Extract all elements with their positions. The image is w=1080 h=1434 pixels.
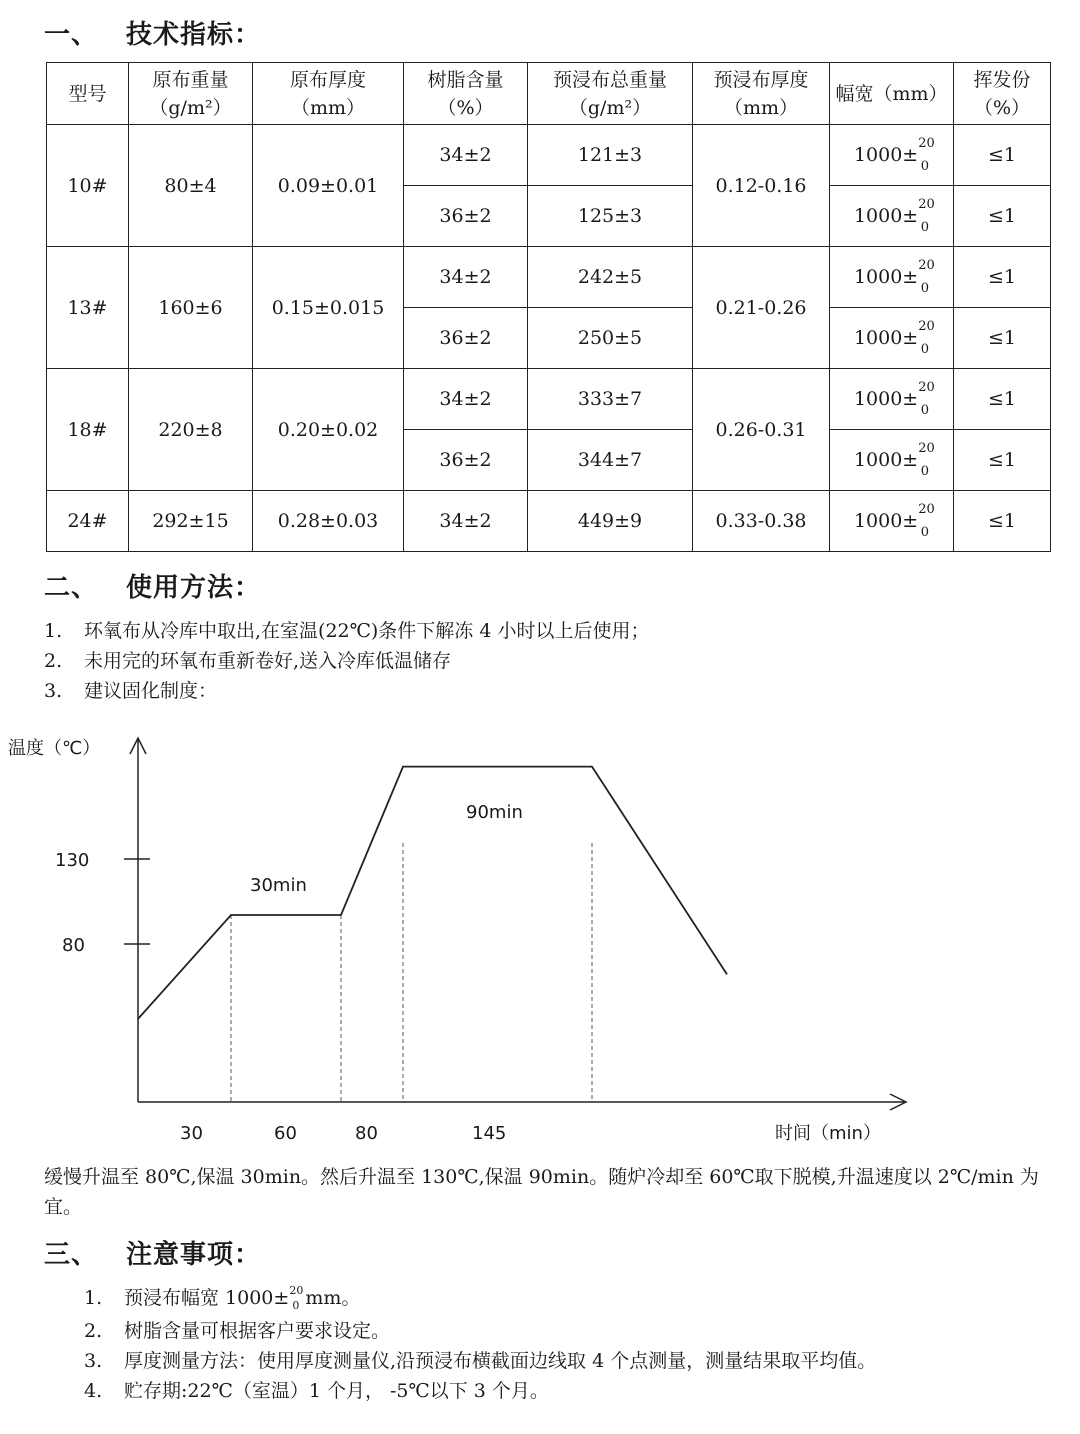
cell-volatile: ≤1 [954,369,1051,430]
section-2-heading [44,567,261,604]
list-item: 3. 厚度测量方法：使用厚度测量仪,沿预浸布横截面边线取 4 个点测量，测量结果取平均值。 [84,1350,877,1372]
cell-total-weight: 250±5 [528,308,693,369]
cell-fabric-thickness: 0.20±0.02 [253,369,404,491]
section-3-title: 注意事项： [126,1240,262,1270]
cell-width: 1000±$^{20}_0$ [830,430,954,491]
x-tick-label: 60 [274,1123,297,1144]
list-item: 3. 建议固化制度： [44,680,218,702]
list-item: 2. 未用完的环氧布重新卷好,送入冷库低温储存 [44,650,452,672]
notes-list [84,1283,876,1406]
cell-width: 1000±$^{20}_0$ [830,125,954,186]
cell-total-weight: 125±3 [528,186,693,247]
cell-total-weight: 333±7 [528,369,693,430]
list-item: 4. 贮存期:22℃（室温）1 个月， -5℃以下 3 个月。 [84,1380,549,1402]
cell-total-weight: 242±5 [528,247,693,308]
cell-volatile: ≤1 [954,308,1051,369]
cell-prepreg-thickness: 0.12-0.16 [693,125,830,247]
cell-prepreg-thickness: 0.33-0.38 [693,491,830,552]
curing-chart [0,730,1080,1160]
cell-volatile: ≤1 [954,491,1051,552]
section-2-number: 二、 [44,573,99,603]
cell-volatile: ≤1 [954,125,1051,186]
cell-fabric-weight: 80±4 [129,125,253,247]
table-row [47,369,1051,430]
cell-fabric-thickness: 0.28±0.03 [253,491,404,552]
cell-fabric-weight: 160±6 [129,247,253,369]
x-tick-label: 30 [180,1123,203,1144]
hold-annotation: 30min [250,875,307,896]
cell-model: 10# [47,125,129,247]
header-prepreg-thickness: 预浸布厚度 （mm） [693,63,830,125]
header-fabric-thickness: 原布厚度 （mm） [253,63,404,125]
header-model: 型号 [47,63,129,125]
cell-width: 1000±$^{20}_0$ [830,308,954,369]
section-1-number: 一、 [44,20,99,50]
list-item: 1. 预浸布幅宽 1000±$^{20}_0$ mm。 [84,1284,361,1312]
usage-list [44,616,649,706]
list-item: 1. 环氧布从冷库中取出,在室温(22℃)条件下解冻 4 小时以上后使用； [44,620,650,642]
cell-prepreg-thickness: 0.26-0.31 [693,369,830,491]
x-tick-label: 80 [355,1123,378,1144]
cell-fabric-thickness: 0.09±0.01 [253,125,404,247]
table-header-row [47,63,1051,125]
cell-resin: 34±2 [404,369,528,430]
header-resin-content: 树脂含量 （%） [404,63,528,125]
cell-fabric-weight: 292±15 [129,491,253,552]
cell-width: 1000±$^{20}_0$ [830,186,954,247]
curing-curve [138,767,727,1019]
cell-total-weight: 449±9 [528,491,693,552]
section-1-heading [44,14,261,51]
header-volatile: 挥发份 （%） [954,63,1051,125]
section-2-title: 使用方法： [126,573,262,603]
curing-description: 缓慢升温至 80℃,保温 30min。然后升温至 130℃,保温 90min。随炉冷却至 60℃取下脱模,升温速度以 2℃/min 为宜。 [44,1166,1039,1218]
header-width: 幅宽（mm） [830,63,954,125]
table-row [47,125,1051,186]
cell-volatile: ≤1 [954,247,1051,308]
cell-fabric-thickness: 0.15±0.015 [253,247,404,369]
cell-volatile: ≤1 [954,430,1051,491]
hold-annotation: 90min [466,802,523,823]
cell-prepreg-thickness: 0.21-0.26 [693,247,830,369]
cell-width: 1000±$^{20}_0$ [830,247,954,308]
cell-total-weight: 344±7 [528,430,693,491]
spec-table [46,62,1051,552]
cell-resin: 36±2 [404,308,528,369]
y-tick-label: 130 [55,850,90,871]
table-row [47,491,1051,552]
cell-total-weight: 121±3 [528,125,693,186]
y-axis-label: 温度（℃） [8,738,101,759]
cell-model: 18# [47,369,129,491]
section-3-heading [44,1234,261,1271]
cell-fabric-weight: 220±8 [129,369,253,491]
section-1-title: 技术指标： [126,20,262,50]
cell-volatile: ≤1 [954,186,1051,247]
cell-resin: 36±2 [404,186,528,247]
list-item: 2. 树脂含量可根据客户要求设定。 [84,1320,391,1342]
cell-model: 13# [47,247,129,369]
x-axis-label: 时间（min） [775,1123,881,1144]
cell-model: 24# [47,491,129,552]
cell-resin: 34±2 [404,247,528,308]
header-prepreg-weight: 预浸布总重量 （g/m²） [528,63,693,125]
cell-width: 1000±$^{20}_0$ [830,369,954,430]
section-3-number: 三、 [44,1240,99,1270]
table-row [47,247,1051,308]
cell-resin: 34±2 [404,125,528,186]
y-tick-label: 80 [62,935,85,956]
cell-resin: 36±2 [404,430,528,491]
header-fabric-weight: 原布重量 （g/m²） [129,63,253,125]
cell-resin: 34±2 [404,491,528,552]
cell-width: 1000±$^{20}_0$ [830,491,954,552]
x-tick-label: 145 [472,1123,507,1144]
